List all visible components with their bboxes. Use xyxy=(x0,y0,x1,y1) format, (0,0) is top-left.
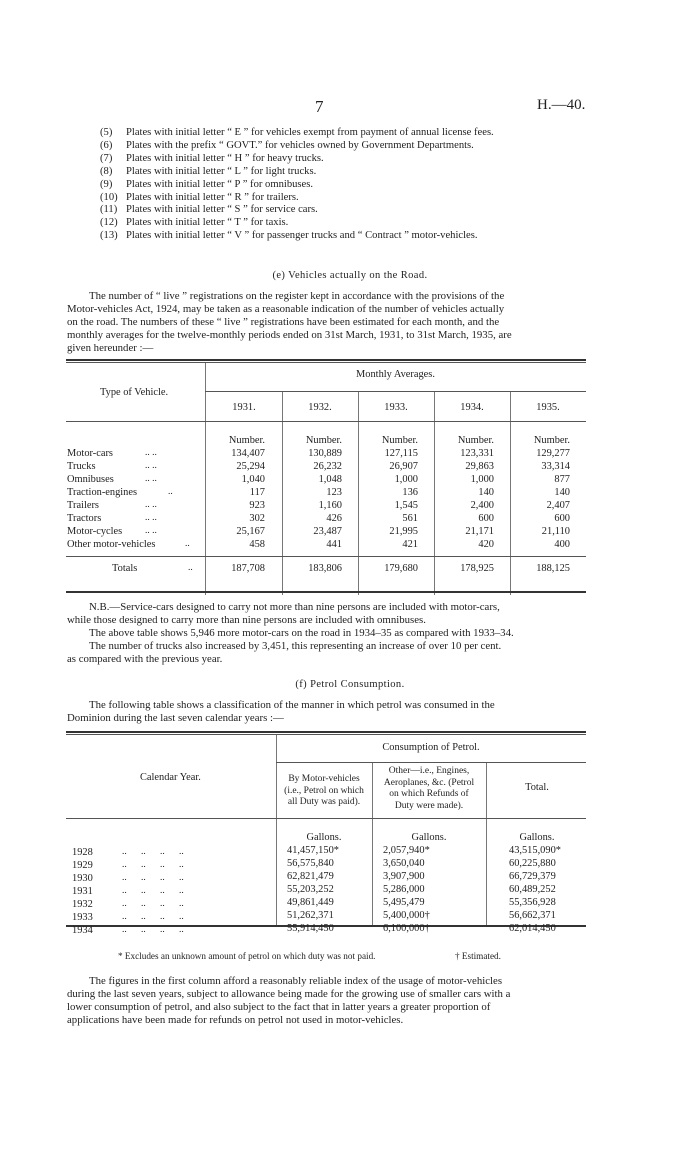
table1-year-header: 1931. xyxy=(232,402,256,413)
table1-year-header: 1935. xyxy=(536,402,560,413)
plate-list xyxy=(100,127,600,243)
plate-item: (5) Plates with initial letter “ E ” for vehicles exempt from payment of annual license fees. xyxy=(100,127,494,138)
table1-year-header: 1934. xyxy=(460,402,484,413)
plate-item: (7) Plates with initial letter “ H ” for heavy trucks. xyxy=(100,152,324,164)
page-number: 7 xyxy=(315,97,324,116)
section-f-paragraph: The following table shows a classification of the manner in which petrol was consumed in the Dominion during the last seven calendar years :— xyxy=(67,699,495,724)
document-page: 7 H.—40. (5) Plates with initial letter “ E ” for vehicles exempt from payment of annual license fees. (6) Plates with the prefix “ GOVT.” for vehicles owned by Government Departments. (7) Plates with initial letter “ H ” for heavy trucks. (8) Plates with initial letter “ L ” for light trucks. (9) Plates with initial letter “ P ” for omnibuses. (10) Plates with initial letter “ R ” for trailers. (11) Plates with initial letter “ S ” for service cars. (12) Plates with initial letter “ T ” for taxis. (13) Plates with initial letter “ V ” for passenger trucks and “ Contract ” motor-vehicles. (e) Vehicles actually on the Road. The number of “ live ” registrations on the register kept in accordance with the provisions of the Motor-vehicles Act, 1924, may be taken as a reasonable indication of the number of vehicles actually on the road. The numbers of these “ live ” registrations have been estimated for each month, and the monthly averages for the twelve-monthly periods ended on 31st March, 1931, to 31st March, 1935, are given hereunder :— Type of Vehicle. Monthly Averages. 1931. 1932. 1933. 1934. 1935. Number. Number. Number. Number. Number. Motor-cars .. .. 134,407 130,889 127,115 123,331 129,277 Trucks .. .. 25,294 26,232 26,907 29,863 33,314 Omnibuses .. .. 1,040 1,048 1,000 1,000 877 Traction-engines .. 117 123 136 140 140 Trailers .. .. 923 1,160 1,545 2,400 2,407 Tractors .. .. 302 426 561 600 600 Motor-cycles .. .. 25,167 23,487 21,995 21,171 21,110 Other motor-vehicles .. 458 441 421 420 400 Totals .. 187,708 183,806 179,680 178,925 188,125 N.B.—Service-cars designed to carry not more than nine persons are included with motor-cars, while those designed to carry more than nine persons are included with omnibuses. The above table shows 5,946 more motor-cars on the road in 1934–35 as compared with 1933–34. The number of trucks also increased by 3,451, this representing an increase of over 10 per cent. as compared with the previous year. (f) Petrol Consumption. The following table shows a classification of the manner in which petrol was consumed in the Dominion during the last seven calendar years :— Consumption of Petrol. Calendar Year. By Motor-vehicles (i.e., Petrol on which all Duty was paid). Other—i.e., Engines, Aeroplanes, &c. (Petrol on which Refunds of Duty were made). Total. Gallons. Gallons. Gallons. 1928 .. .. .. .. 41,457,150* 2,057,940* 43,515,090* 1929 .. .. .. .. 56,575,840 3,650,040 60,225,880 1930 .. .. .. .. 62,821,479 3,907,900 66,729,379 1931 .. .. .. .. 55,203,252 5,286,000 60,489,252 1932 .. .. .. .. 49,861,449 5,495,479 55,356,928 1933 .. .. .. .. 51,262,371 5,400,000† 56,662,371 1934 .. .. .. .. 55,914,450 6,100,000† 62,014,450 * Excludes an unknown amount of petrol on which duty was not paid. † Estimated. The figures in the first column afford a reasonably reliable index of the usage of motor-vehicles during the last seven years, subject to allowance being made for the growing use of smaller cars with a lower consumption of petrol, and also subject to the fact that in latter years a greater proportion of applications have been made for refunds on petrol not used in motor-vehicles. xyxy=(0,0,700,1169)
unit-label: Gallons. xyxy=(519,832,555,843)
unit-label: Number. xyxy=(533,435,570,446)
footnote-star: * Excludes an unknown amount of petrol on which duty was not paid. xyxy=(118,951,376,961)
closing-paragraph: The figures in the first column afford a reasonably reliable index of the usage of motor-vehicles during the last seven years, subject to allowance being made for the growing use of smaller cars with a lower consumption of petrol, and also subject to the fact that in latter years a greater proportion of applications have been made for refunds on petrol not used in motor-vehicles. xyxy=(67,975,511,1026)
document-reference: H.—40. xyxy=(537,97,586,113)
unit-label: Number. xyxy=(381,435,418,446)
plate-item: (8) Plates with initial letter “ L ” for light trucks. xyxy=(100,165,317,177)
unit-label: Gallons. xyxy=(306,832,342,843)
table1-year-header: 1932. xyxy=(308,402,332,413)
unit-label: Number. xyxy=(228,435,265,446)
plate-item: (12) Plates with initial letter “ T ” for taxis. xyxy=(100,217,289,229)
plate-item: (6) Plates with the prefix “ GOVT.” for vehicles owned by Government Departments. xyxy=(100,139,474,151)
plate-item: (13) Plates with initial letter “ V ” for passenger trucks and “ Contract ” motor-vehicles. xyxy=(100,230,478,242)
table1-year-header: 1933. xyxy=(384,402,408,413)
section-e-heading: (e) Vehicles actually on the Road. xyxy=(272,270,428,281)
table1-group-header: Monthly Averages. xyxy=(356,369,435,380)
plate-item: (11) Plates with initial letter “ S ” for service cars. xyxy=(100,204,318,216)
table2-col2-header: Other—i.e., Engines, Aeroplanes, &c. (Petrol on which Refunds of Duty were made). xyxy=(383,766,475,811)
table1-type-header: Type of Vehicle. xyxy=(100,387,169,398)
table2-col1-header: By Motor-vehicles (i.e., Petrol on which all Duty was paid). xyxy=(284,774,364,807)
section-e-notes: N.B.—Service-cars designed to carry not more than nine persons are included with motor-cars, while those designed to carry more than nine persons are included with omnibuses. The above table shows 5,946 more motor-cars on the road in 1934–35 as compared with 1933–34. The number of trucks also increased by 3,451, this representing an increase of over 10 per cent. as compared with the previous year. xyxy=(67,601,514,665)
table2-year-header: Calendar Year. xyxy=(140,772,201,783)
table2-group-header: Consumption of Petrol. xyxy=(382,742,480,753)
unit-label: Number. xyxy=(305,435,342,446)
section-f-heading: (f) Petrol Consumption. xyxy=(295,679,405,690)
table2-col3-header: Total. xyxy=(525,782,549,793)
unit-label: Gallons. xyxy=(411,832,447,843)
plate-item: (9) Plates with initial letter “ P ” for omnibuses. xyxy=(100,178,314,190)
unit-label: Number. xyxy=(457,435,494,446)
footnote-dagger: † Estimated. xyxy=(455,951,501,961)
section-e-paragraph: The number of “ live ” registrations on the register kept in accordance with the provisions of the Motor-vehicles Act, 1924, may be taken as a reasonable indication of the number of vehicles actually on the road. The numbers of these “ live ” registrations have been estimated for each month, and the monthly averages for the twelve-monthly periods ended on 31st March, 1931, to 31st March, 1935, are given hereunder :— xyxy=(67,290,512,354)
plate-item: (10) Plates with initial letter “ R ” for trailers. xyxy=(100,191,299,203)
